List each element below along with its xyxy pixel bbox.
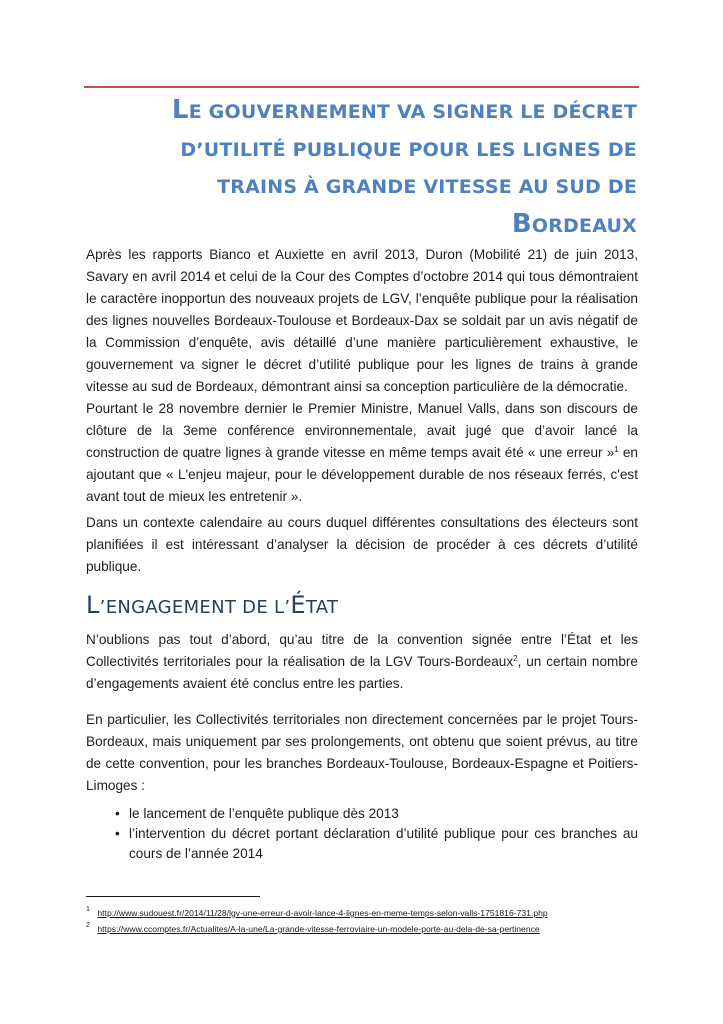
- paragraph-intro: Après les rapports Bianco et Auxiette en avril 2013, Duron (Mobilité 21) de juin 2013, Savary en avril 2014 et celui de la Cour des Comptes d’octobre 2014 qui tous démontraient le caractère inopportun des nouveaux projets de LGV, l’enquête publique pour la réalisation des lignes nouvelles Bordeaux-Toulouse et Bordeaux-Dax se soldait par un avis négatif de la Commission d’enquête, avis détaillé d’une manière particulièrement exhaustive, le gouvernement va signer le décret d’utilité publique pour les lignes de trains à grande vitesse au sud de Bordeaux, démontrant ainsi sa conception particulière de la démocratie.: [86, 247, 638, 394]
- paragraph-context: Dans un contexte calendaire au cours duquel différentes consultations des électeurs sont planifiées il est intéressant d’analyser la décision de procéder à ces décrets d’utilité publique.: [86, 515, 638, 574]
- title-initial-cap: L: [171, 95, 189, 125]
- paragraph-text: N’oublions pas tout d’abord, qu’au titre de la convention signée entre l’État et les Collectivités territoriales pour la réalisation de la LGV Tours-Bordeaux: [86, 632, 638, 669]
- footnote-ref-2[interactable]: 2: [513, 654, 518, 663]
- list-item: [86, 804, 638, 824]
- footnote-1: [86, 907, 646, 919]
- heading-initial-cap: É: [290, 591, 306, 619]
- paragraph-collectivites: En particulier, les Collectivités territoriales non directement concernées par le projet Tours-Bordeaux, mais uniquement par ses prolongements, ont obtenu que soient prévus, au titre de cette convention, pour les branches Bordeaux-Toulouse, Bordeaux-Espagne et Poitiers-Limoges :: [86, 712, 638, 793]
- title-line-1: [171, 95, 637, 125]
- paragraph-text: en ajoutant que « L'enjeu majeur, pour le développement durable de nos réseaux ferrés, c'est avant tout de mieux les entretenir ».: [86, 445, 638, 504]
- commitments-list: [86, 804, 638, 864]
- title-line-4-initial-cap: B: [511, 208, 532, 239]
- title-line-3: [217, 174, 637, 198]
- heading-text: ’ENGAGEMENT DE L’: [99, 597, 291, 618]
- paragraph-text: Pourtant le 28 novembre dernier le Premier Ministre, Manuel Valls, dans son discours de clôture de la 3eme conférence environnementale, avait jugé que d’avoir lancé la construction de quatre lignes à grande vitesse en même temps avait été « une erreur »: [86, 401, 638, 460]
- footnote-2: [86, 923, 646, 935]
- heading-text: TAT: [305, 597, 339, 618]
- paragraph-text: , un certain nombre d’engagements avaient été conclus entre les parties.: [86, 654, 638, 691]
- list-item-text: l’intervention du décret portant déclaration d’utilité publique pour ces branches au cours de l’année 2014: [129, 826, 638, 861]
- list-item-text: le lancement de l’enquête publique dès 2013: [129, 806, 399, 821]
- bullet-icon: •: [115, 826, 120, 841]
- footnote-link-2[interactable]: https://www.ccomptes.fr/Actualites/A-la-une/La-grande-vitesse-ferroviaire-un-modele-porte-au-dela-de-sa-pertinence: [97, 924, 540, 934]
- section-heading: [86, 590, 338, 623]
- heading-initial-cap: L: [86, 591, 100, 619]
- title-line-2: [180, 137, 637, 161]
- paragraph-valls-quote: [86, 398, 638, 508]
- title-top-rule: [84, 86, 639, 88]
- title-line-2-text: D’UTILITÉ PUBLIQUE POUR LES LIGNES DE: [180, 138, 637, 161]
- paragraph-convention: [86, 629, 638, 695]
- title-line-4: [511, 208, 637, 239]
- list-item: [86, 824, 638, 864]
- document-title: [84, 92, 637, 244]
- bullet-icon: •: [115, 806, 120, 821]
- footnote-ref-1[interactable]: 1: [614, 445, 619, 454]
- title-line-4-text: ORDEAUX: [531, 214, 637, 237]
- footnote-separator: [86, 896, 260, 897]
- title-line-3-text: TRAINS À GRANDE VITESSE AU SUD DE: [217, 176, 637, 198]
- footnote-number: 1: [86, 906, 90, 913]
- title-line-1-text: E GOUVERNEMENT VA SIGNER LE DÉCRET: [188, 101, 637, 123]
- footnote-link-1[interactable]: http://www.sudouest.fr/2014/11/28/lgv-une-erreur-d-avoir-lance-4-lignes-en-meme-temps-selon-valls-1751816-731.php: [97, 908, 548, 918]
- footnote-number: 2: [86, 922, 90, 929]
